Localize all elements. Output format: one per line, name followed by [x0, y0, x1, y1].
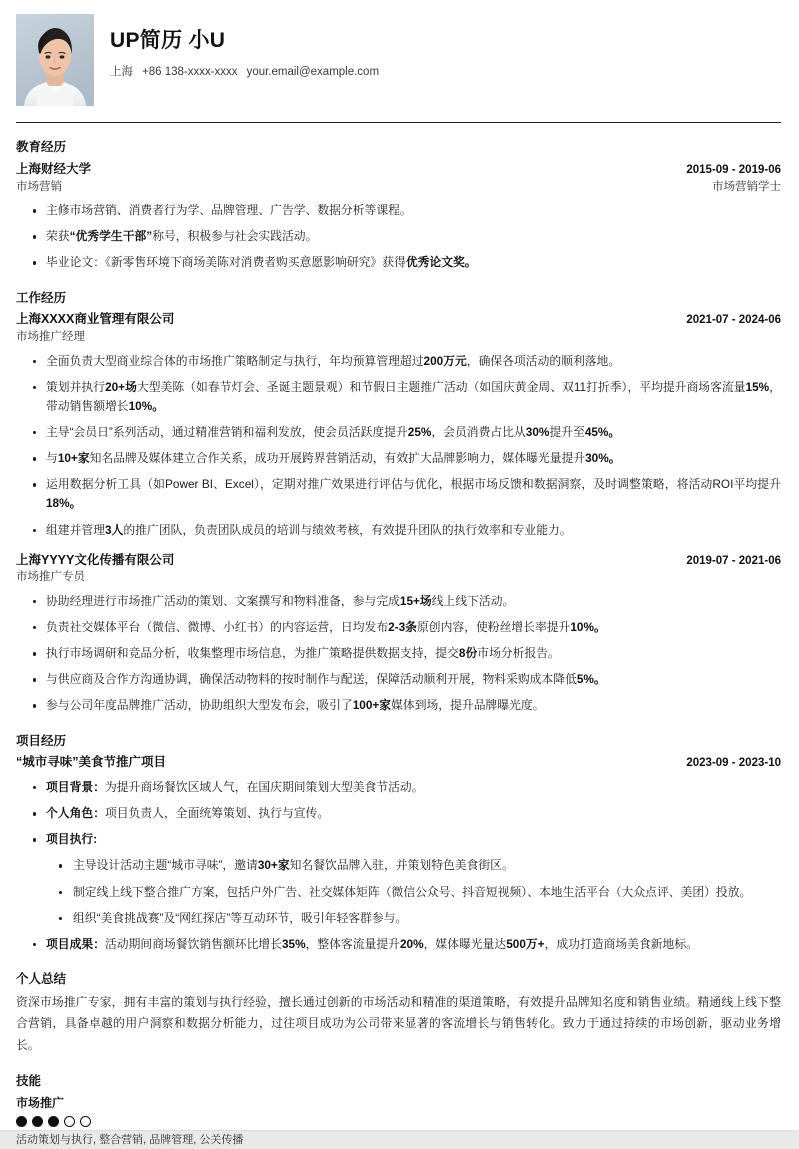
- emphasis-text: 200万元: [423, 353, 467, 368]
- emphasis-text: 项目背景：: [46, 780, 105, 795]
- body-text: 运用数据分析工具（如Power BI、Excel），定期对推广效果进行评估与优化，根据市场反馈和数据洞察，及时调整策略，将活动ROI平均提升: [46, 477, 781, 492]
- resume-entry: [16, 551, 781, 716]
- entry-subheader-row: [16, 329, 781, 346]
- body-text: 毕业论文：《新零售环境下商场美陈对消费者购买意愿影响研究》获得: [46, 255, 406, 270]
- bullet-item: [16, 227, 781, 246]
- entry-role: 市场推广经理: [16, 331, 85, 344]
- bullet-item: [16, 696, 781, 715]
- entry-role: 市场推广专员: [16, 571, 85, 584]
- emphasis-text: 5%。: [576, 672, 606, 687]
- entry-organization: 上海YYYY文化传播有限公司: [16, 552, 175, 567]
- body-text: ，确保各项活动的顺利落地。: [466, 353, 621, 368]
- emphasis-text: 100+家: [352, 698, 392, 713]
- emphasis-text: 8份: [458, 646, 478, 661]
- body-text: 市场分析报告。: [477, 646, 560, 661]
- contact-location: 上海: [110, 66, 133, 79]
- bullet-item: [16, 201, 781, 220]
- bullet-item: [16, 423, 781, 442]
- resume-body: [16, 139, 781, 1149]
- section-work: [16, 290, 781, 716]
- emphasis-text: 20+场: [105, 379, 137, 394]
- bullet-item: [16, 670, 781, 689]
- bullet-list: [16, 201, 781, 272]
- bullet-list: [16, 592, 781, 716]
- emphasis-text: 25%: [407, 425, 432, 440]
- rating-dot-empty-icon: [64, 1116, 75, 1127]
- body-text: ，媒体曝光量达: [423, 936, 507, 951]
- body-text: 主修市场营销、消费者行为学、品牌管理、广告学、数据分析等课程。: [46, 203, 412, 218]
- bullet-item: [16, 378, 781, 416]
- entry-subheader-row: [16, 569, 781, 586]
- emphasis-text: 20%: [399, 936, 424, 951]
- body-text: 知名餐饮品牌入驻，并策划特色美食街区。: [289, 858, 514, 873]
- rating-dot-empty-icon: [80, 1116, 91, 1127]
- rating-dot-filled-icon: [32, 1116, 43, 1127]
- body-text: 组织“美食挑战赛”及“网红探店”等互动环节，吸引年轻客群参与。: [73, 910, 408, 925]
- emphasis-text: 2-3条: [388, 620, 417, 635]
- bullet-item: [16, 449, 781, 468]
- sub-bullet-item: [46, 883, 781, 902]
- body-text: 活动期间商场餐饮销售额环比增长: [105, 936, 282, 951]
- resume-entry: [16, 753, 781, 953]
- bullet-list: [16, 778, 781, 954]
- body-text: 荣获: [46, 229, 70, 244]
- avatar: [16, 14, 94, 106]
- entry-organization: 上海XXXX商业管理有限公司: [16, 312, 175, 327]
- bullet-item: [16, 804, 781, 823]
- emphasis-text: 10%。: [570, 620, 606, 635]
- bullet-item: [16, 618, 781, 637]
- body-text: 组建并管理: [46, 522, 105, 537]
- page-title: UP简历 小U: [110, 29, 226, 52]
- emphasis-text: 35%: [281, 936, 306, 951]
- emphasis-text: 3人: [105, 522, 124, 537]
- body-text: 执行市场调研和竞品分析，收集整理市场信息，为推广策略提供数据支持，提交: [46, 646, 459, 661]
- sub-bullet-list: [46, 856, 781, 927]
- emphasis-text: 30+家: [257, 858, 290, 873]
- body-text: 的推广团队，负责团队成员的培训与绩效考核，有效提升团队的执行效率和专业能力。: [123, 522, 572, 537]
- section-education: [16, 139, 781, 273]
- body-text: ，带动销售额增长: [46, 379, 781, 413]
- body-text: 主导设计活动主题“城市寻味”，邀请: [73, 858, 258, 873]
- emphasis-text: 10+家: [57, 451, 90, 466]
- summary-text: 资深市场推广专家，拥有丰富的策划与执行经验，擅长通过创新的市场活动和精准的渠道策略，有效提升品牌知名度和销售业绩。精通线上线下整合营销，具备卓越的用户洞察和数据分析能力，过往项目成功为公司带来显著的客流增长与销售转化。致力于通过持续的市场创新，驱动业务增长。: [16, 994, 781, 1052]
- contact-line: [110, 65, 379, 80]
- entry-meta: 市场营销学士: [712, 180, 781, 193]
- body-text: 与供应商及合作方沟通协调，确保活动物料的按时制作与配送，保障活动顺利开展，物料采购成本降低: [46, 672, 577, 687]
- header-text-block: [110, 14, 379, 80]
- bullet-item: [16, 644, 781, 663]
- entry-role: 市场营销: [16, 180, 62, 193]
- body-text: 负责社交媒体平台（微信、微博、小红书）的内容运营，日均发布: [46, 620, 389, 635]
- section-summary: [16, 971, 781, 1056]
- emphasis-text: 项目执行:: [46, 832, 98, 847]
- entry-date-range: 2023-09 - 2023-10: [686, 757, 781, 770]
- emphasis-text: 10%。: [128, 398, 165, 413]
- body-text: 制定线上线下整合推广方案，包括户外广告、社交媒体矩阵（微信公众号、抖音短视频）、本地生活平台（大众点评、美团）投放。: [73, 884, 752, 899]
- entry-date-range: 2021-07 - 2024-06: [686, 314, 781, 327]
- skill-tags: 活动策划与执行, 整合营销, 品牌管理, 公关传播: [16, 1134, 244, 1146]
- contact-email: your.email@example.com: [246, 66, 380, 79]
- bullet-item: [16, 935, 781, 954]
- entry-date-range: 2015-09 - 2019-06: [686, 163, 781, 176]
- emphasis-text: 30%。: [585, 451, 621, 466]
- rating-dot-filled-icon: [48, 1116, 59, 1127]
- body-text: 全面负责大型商业综合体的市场推广策略制定与执行，年均预算管理超过: [46, 353, 424, 368]
- body-text: 主导“会员日”系列活动，通过精准营销和福利发放，使会员活跃度提升: [46, 425, 408, 440]
- bullet-item: [16, 830, 781, 927]
- resume-entry: [16, 310, 781, 539]
- sub-bullet-item: [46, 856, 781, 875]
- body-text: 协助经理进行市场推广活动的策划、文案撰写和物料准备，参与完成: [46, 593, 400, 608]
- body-text: 原创内容，使粉丝增长率提升: [416, 620, 571, 635]
- body-text: 大型美陈（如春节灯会、圣诞主题景观）和节假日主题推广活动（如国庆黄金周、双11打折季），平均提升商场客流量: [136, 379, 746, 394]
- bullet-item: [16, 778, 781, 797]
- entry-organization: “城市寻味”美食节推广项目: [16, 755, 167, 770]
- emphasis-text: 500万+: [506, 936, 545, 951]
- section-skills: [16, 1073, 781, 1148]
- entry-organization: 上海财经大学: [16, 161, 92, 176]
- body-text: 称号，积极参与社会实践活动。: [152, 229, 318, 244]
- emphasis-text: 18%。: [46, 496, 82, 511]
- section-projects: [16, 733, 781, 954]
- emphasis-text: 优秀论文奖。: [405, 255, 477, 270]
- bullet-item: [16, 253, 781, 272]
- body-text: ，成功打造商场美食新地标。: [544, 936, 698, 951]
- body-text: 参与公司年度品牌推广活动，协助组织大型发布会，吸引了: [46, 698, 353, 713]
- emphasis-text: 30%: [525, 425, 550, 440]
- entry-subheader-row: [16, 179, 781, 196]
- resume-header: [16, 14, 781, 114]
- bullet-item: [16, 475, 781, 513]
- emphasis-text: 15%: [745, 379, 770, 394]
- body-text: 项目负责人，全面统筹策划、执行与宣传。: [105, 806, 330, 821]
- section-title: 工作经历: [16, 290, 67, 305]
- emphasis-text: 个人角色：: [46, 806, 105, 821]
- emphasis-text: “优秀学生干部”: [69, 229, 153, 244]
- body-text: 策划并执行: [46, 379, 106, 394]
- emphasis-text: 项目成果：: [46, 936, 105, 951]
- resume-entry: [16, 160, 781, 273]
- bullet-item: [16, 592, 781, 611]
- entry-header-row: [16, 160, 781, 179]
- body-text: ，会员消费占比从: [431, 425, 526, 440]
- skill-name: 市场推广: [16, 1096, 65, 1110]
- section-title: 教育经历: [16, 140, 67, 154]
- entry-header-row: [16, 310, 781, 329]
- bullet-list: [16, 352, 781, 540]
- section-title: 技能: [16, 1074, 42, 1089]
- body-text: 知名品牌及媒体建立合作关系，成功开展跨界营销活动，有效扩大品牌影响力，媒体曝光量提升: [89, 451, 586, 466]
- body-text: 线上线下活动。: [431, 593, 515, 608]
- body-text: 媒体到场，提升品牌曝光度。: [391, 698, 545, 713]
- sub-bullet-item: [46, 909, 781, 928]
- section-title: 个人总结: [16, 971, 67, 986]
- body-text: 为提升商场餐饮区域人气，在国庆期间策划大型美食节活动。: [105, 780, 424, 795]
- entry-header-row: [16, 551, 781, 570]
- bullet-item: [16, 521, 781, 540]
- emphasis-text: 45%。: [584, 425, 621, 440]
- body-text: 与: [46, 451, 58, 466]
- skill-rating: [16, 1116, 781, 1127]
- contact-phone: +86 138-xxxx-xxxx: [142, 66, 238, 79]
- entry-date-range: 2019-07 - 2021-06: [686, 554, 781, 567]
- body-text: ，整体客流量提升: [305, 936, 400, 951]
- body-text: 提升至: [549, 425, 585, 440]
- header-divider: [16, 122, 781, 123]
- section-title: 项目经历: [16, 733, 67, 748]
- entry-header-row: [16, 753, 781, 772]
- bullet-item: [16, 352, 781, 371]
- emphasis-text: 15+场: [399, 593, 432, 608]
- rating-dot-filled-icon: [16, 1116, 27, 1127]
